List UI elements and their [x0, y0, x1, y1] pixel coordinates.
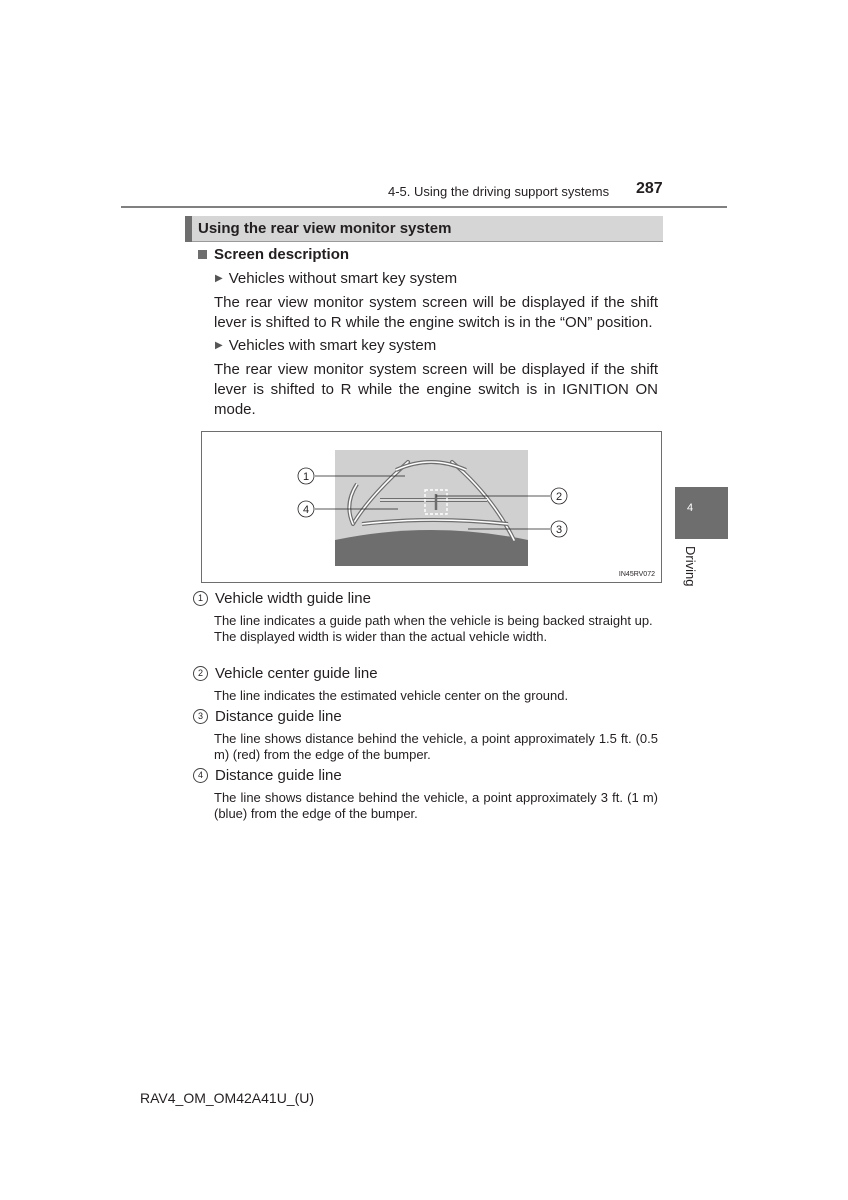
figure-code: IN45RV072 [618, 571, 655, 578]
item-description [214, 790, 658, 822]
document-footer-id: RAV4_OM_OM42A41U_(U) [140, 1090, 315, 1106]
item-number-badge: 4 [193, 768, 208, 783]
item-title: Distance guide line [215, 708, 342, 725]
item-title: Vehicle center guide line [215, 665, 378, 682]
case-label-row [215, 337, 436, 354]
bumper-shape [335, 530, 528, 566]
rear-view-monitor-figure [201, 431, 662, 583]
legend-item-title-row [193, 708, 342, 725]
square-bullet-icon [198, 250, 207, 259]
item-number-badge: 3 [193, 709, 208, 724]
case-label: Vehicles without smart key system [228, 270, 458, 287]
section-heading-accent [185, 216, 192, 242]
callout-label: 1 [302, 471, 310, 483]
case-paragraph: The rear view monitor system screen will be displayed if the shift lever is shifted to R while the engine switch is in IGNITION ON mode. [214, 361, 658, 418]
section-title: Using the rear view monitor system [198, 220, 452, 237]
triangle-bullet-icon: ▶ [215, 273, 223, 284]
legend-item-title-row [193, 665, 378, 682]
description-line: The line shows distance behind the vehicle, a point approximately 1.5 ft. (0.5 m) (red) from the edge of the bumper. [214, 731, 658, 762]
item-description [214, 613, 658, 645]
running-header-section: 4-5. Using the driving support systems [388, 184, 610, 199]
subheading-screen-description: Screen description [214, 246, 350, 263]
triangle-bullet-icon: ▶ [215, 340, 223, 351]
legend-item-title-row [193, 590, 371, 607]
case-paragraph: The rear view monitor system screen will be displayed if the shift lever is shifted to R while the engine switch is in the “ON” position. [214, 294, 658, 331]
item-number-badge: 2 [193, 666, 208, 681]
item-description [214, 688, 658, 704]
case-label: Vehicles with smart key system [228, 337, 437, 354]
item-title: Vehicle width guide line [215, 590, 371, 607]
description-line: The line indicates the estimated vehicle center on the ground. [214, 688, 569, 703]
item-title: Distance guide line [215, 767, 342, 784]
chapter-tab-title: Driving [683, 546, 698, 587]
item-description [214, 731, 658, 763]
legend-item-title-row [193, 767, 342, 784]
page-number: 287 [636, 180, 663, 197]
description-line: The line indicates a guide path when the vehicle is being backed straight up. [214, 613, 653, 628]
case-label-row [215, 270, 457, 287]
description-line: The line shows distance behind the vehicle, a point approximately 3 ft. (1 m) (blue) from the edge of the bumper. [214, 790, 658, 821]
callout-label: 3 [555, 524, 563, 536]
description-line: The displayed width is wider than the actual vehicle width. [214, 629, 548, 644]
callout-label: 4 [302, 504, 310, 516]
monitor-screen-illustration [202, 432, 663, 584]
header-rule [121, 206, 727, 208]
item-number-badge: 1 [193, 591, 208, 606]
chapter-tab-number: 4 [686, 502, 694, 514]
callout-label: 2 [555, 491, 563, 503]
